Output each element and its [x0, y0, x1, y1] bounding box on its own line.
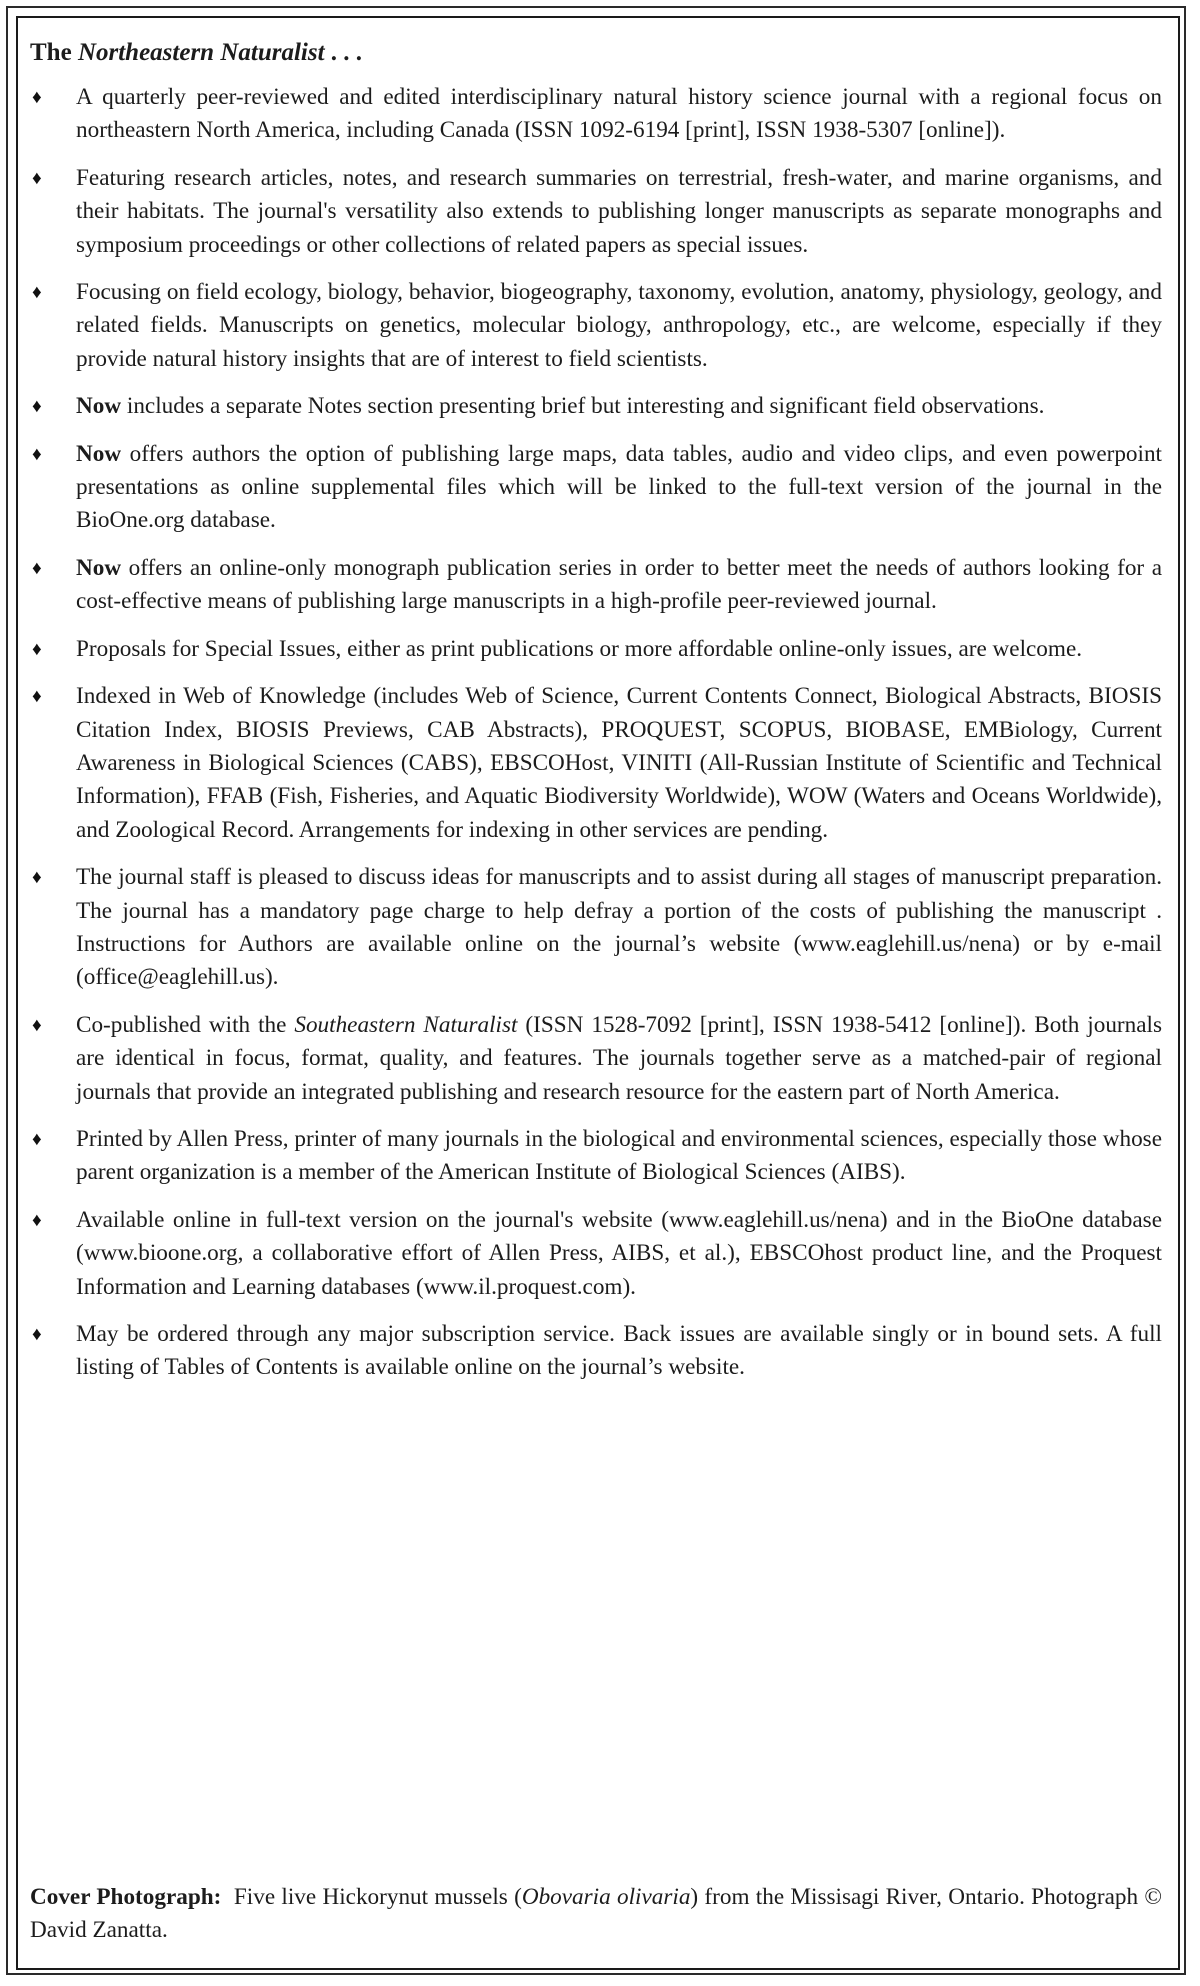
list-item: [30, 162, 1162, 262]
feature-list: [30, 81, 1162, 1385]
item-text: The journal staff is pleased to discuss ideas for manuscripts and to assist during all stages of manuscript preparation. The journal has a mandatory page charge to help defray a portion of the costs of publishing the manuscript . Instructions for Authors are available online on the journal’s website (www.eaglehill.us/nena) or by e-mail (office@eaglehill.us).: [76, 864, 1162, 991]
diamond-bullet-icon: ♦: [32, 167, 42, 189]
list-item: [30, 390, 1162, 423]
list-item: [30, 1318, 1162, 1385]
item-text: Proposals for Special Issues, either as print publications or more affordable online-only issues, are welcome.: [76, 635, 1083, 662]
diamond-bullet-icon: ♦: [32, 1128, 42, 1150]
diamond-bullet-icon: ♦: [32, 282, 42, 304]
journal-info-box: [30, 36, 1162, 1399]
item-text: offers authors the option of publishing large maps, data tables, audio and video clips, and even powerpoint presentations as online supplemental files which will be linked to the full-text version of the journal in the BioOne.org database.: [76, 440, 1162, 534]
title-prefix: The: [30, 39, 78, 66]
diamond-bullet-icon: ♦: [32, 686, 42, 708]
list-item: [30, 1204, 1162, 1304]
page-title: [30, 36, 1162, 70]
diamond-bullet-icon: ♦: [32, 1014, 42, 1036]
title-suffix: . . .: [324, 39, 363, 66]
item-text: (ISSN 1528-7092 [print], ISSN 1938-5412 [online]). Both journals are identical in focus, format, quality, and features. The journals together serve as a matched-pair of regional journals that provide an integrated publishing and research resource for the eastern part of North America.: [76, 1011, 1162, 1105]
journal-name: Northeastern Naturalist: [77, 39, 325, 66]
list-item: [30, 1009, 1162, 1109]
list-item: [30, 438, 1162, 538]
list-item: [30, 861, 1162, 995]
diamond-bullet-icon: ♦: [32, 1209, 42, 1231]
list-item: [30, 276, 1162, 376]
diamond-bullet-icon: ♦: [32, 87, 42, 108]
item-lead: Now: [76, 393, 122, 420]
item-lead: Now: [76, 554, 122, 581]
diamond-bullet-icon: ♦: [32, 396, 42, 418]
item-lead: Now: [76, 440, 122, 467]
list-item: [30, 81, 1162, 148]
item-text: Co-published with the: [76, 1011, 295, 1038]
diamond-bullet-icon: ♦: [32, 443, 42, 465]
item-text: Focusing on field ecology, biology, behavior, biogeography, taxonomy, evolution, anatomy, physiology, geology, and related fields. Manuscripts on genetics, molecular biology, anthropology, etc., are welcome, especially if they provide natural history insights that are of interest to field scientists.: [76, 279, 1162, 372]
list-item: [30, 680, 1162, 847]
species-name: Obovaria olivaria: [521, 1884, 691, 1910]
list-item: [30, 552, 1162, 619]
item-text: Featuring research articles, notes, and research summaries on terrestrial, fresh-water, and marine organisms, and their habitats. The journal's versatility also extends to publishing longer manuscripts as separate monographs and symposium proceedings or other collections of related papers as special issues.: [76, 164, 1162, 258]
diamond-bullet-icon: ♦: [32, 1324, 42, 1345]
diamond-bullet-icon: ♦: [32, 638, 42, 660]
cover-text: ) from the Missisagi River, Ontario. Photograph © David Zanatta.: [30, 1884, 1162, 1944]
item-text: Available online in full-text version on the journal's website (www.eaglehill.us/nena) and in the BioOne database (www.bioone.org, a collaborative effort of Allen Press, AIBS, et al.), EBSCOhost product line, and the Proquest Information and Learning databases (www.il.proquest.com).: [76, 1206, 1162, 1300]
cover-text: Five live Hickorynut mussels (: [221, 1884, 522, 1910]
item-text: A quarterly peer-reviewed and edited interdisciplinary natural history science journal with a regional focus on northeastern North America, including Canada (ISSN 1092-6194 [print], ISSN 1938-5307 [online]).: [76, 84, 1162, 144]
item-text: Printed by Allen Press, printer of many journals in the biological and environmental sciences, especially those whose parent organization is a member of the American Institute of Biological Sciences (AIBS).: [76, 1125, 1162, 1186]
list-item: [30, 633, 1162, 666]
item-text: includes a separate Notes section presenting brief but interesting and significant field observations.: [121, 393, 1045, 420]
diamond-bullet-icon: ♦: [32, 557, 42, 579]
item-text: Indexed in Web of Knowledge (includes Web of Science, Current Contents Connect, Biological Abstracts, BIOSIS Citation Index, BIOSIS Previews, CAB Abstracts), PROQUEST, SCOPUS, BIOBASE, EMBiology, Current Awareness in Biological Sciences (CABS), EBSCOHost, VINITI (All-Russian Institute of Scientific and Technical Information), FFAB (Fish, Fisheries, and Aquatic Biodiversity Worldwide), WOW (Waters and Oceans Worldwide), and Zoological Record. Arrangements for indexing in other services are pending.: [76, 683, 1162, 843]
list-item: [30, 1123, 1162, 1190]
cover-label: Cover Photograph:: [30, 1884, 222, 1910]
cover-photograph-caption: [30, 1881, 1162, 1948]
journal-name-italic: Southeastern Naturalist: [294, 1011, 518, 1038]
item-text: offers an online-only monograph publication series in order to better meet the needs of authors looking for a cost-effective means of publishing large manuscripts in a high-profile peer-reviewed journal.: [76, 554, 1162, 615]
item-text: May be ordered through any major subscription service. Back issues are available singly or in bound sets. A full listing of Tables of Contents is available online on the journal’s website.: [76, 1321, 1162, 1381]
diamond-bullet-icon: ♦: [32, 867, 42, 889]
